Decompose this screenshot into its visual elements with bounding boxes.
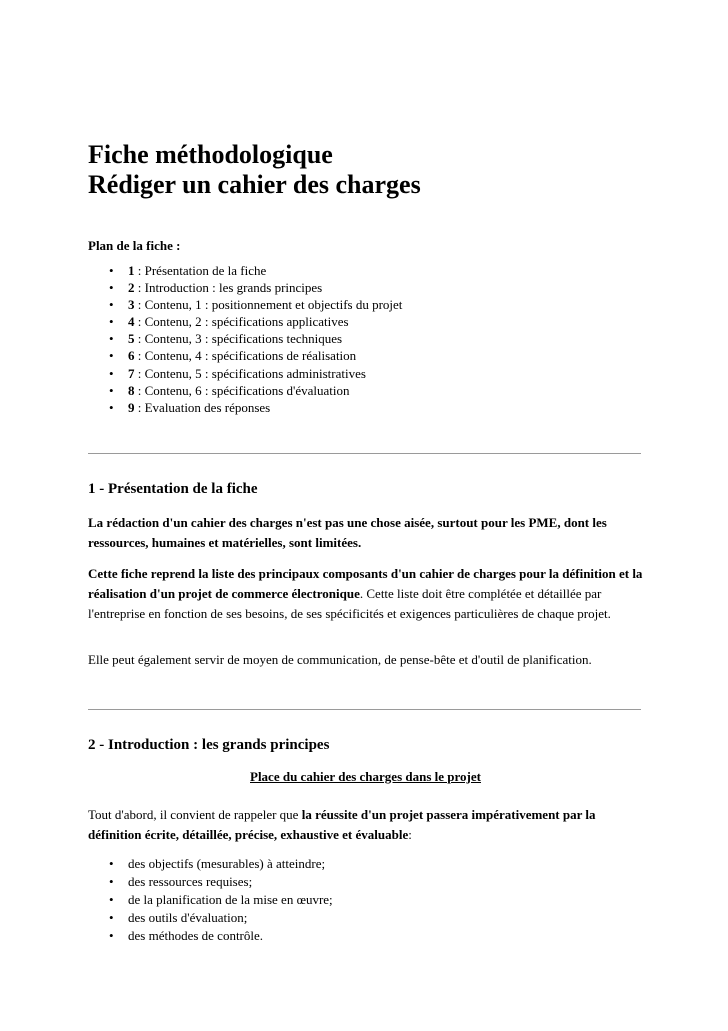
- list-item: • de la planification de la mise en œuvre;: [88, 891, 333, 909]
- toc-item-number: 2: [128, 280, 135, 296]
- toc-item-number: 7: [128, 365, 135, 381]
- toc-item: [88, 262, 402, 279]
- toc-item-label: : Contenu, 6 : spécifications d'évaluation: [134, 382, 350, 398]
- list-item: • des méthodes de contrôle.: [88, 927, 333, 945]
- toc-item: [88, 399, 402, 416]
- toc-item-number: 1: [128, 263, 135, 278]
- section-1-paragraph-2: [88, 564, 643, 624]
- toc-item-label: : Evaluation des réponses: [134, 399, 271, 415]
- plan-label: Plan de la fiche :: [88, 238, 181, 253]
- table-of-contents: [88, 262, 402, 416]
- section-divider: [88, 709, 641, 710]
- section-2-heading: 2 - Introduction : les grands principes: [88, 737, 330, 753]
- toc-item-label: : Contenu, 3 : spécifications techniques: [134, 331, 343, 347]
- toc-item-label: : Contenu, 4 : spécifications de réalisation: [134, 348, 357, 364]
- section-1-paragraph-3: Elle peut également servir de moyen de communication, de pense-bête et d'outil de planification.: [88, 652, 592, 667]
- toc-item: [88, 313, 402, 330]
- toc-item: [88, 365, 402, 382]
- toc-item-number: 4: [128, 314, 135, 330]
- list-item: • des ressources requises;: [88, 873, 333, 891]
- toc-item: [88, 296, 402, 313]
- toc-item-number: 3: [128, 297, 135, 313]
- section-1-heading: 1 - Présentation de la fiche: [88, 481, 258, 497]
- section-2-intro-start: Tout d'abord, il convient de rappeler que: [88, 807, 302, 822]
- section-1-paragraph-1: La rédaction d'un cahier des charges n'est pas une chose aisée, surtout pour les PME, dont les ressources, humaines et matérielles, sont limitées.: [88, 515, 607, 550]
- title-line-1: Fiche méthodologique: [88, 140, 333, 169]
- section-1-paragraph-2-bold: Cette fiche reprend la liste des principaux composants d'un cahier de charges pour la définition et la réalisation d'un projet de commerce électronique: [88, 566, 643, 601]
- toc-item-number: 6: [128, 348, 135, 364]
- toc-item-label: : Contenu, 2 : spécifications applicatives: [134, 314, 349, 330]
- toc-item: [88, 347, 402, 364]
- section-divider: [88, 453, 641, 454]
- toc-item-number: 9: [128, 399, 135, 415]
- section-2-intro-bold: la réussite d'un projet passera impérativement par la définition écrite, détaillée, précise, exhaustive et évaluable: [88, 807, 596, 842]
- section-1-paragraph-2-rest: . Cette liste doit être complétée et détaillée par l'entreprise en fonction de ses besoins, de ses spécificités et exigences particulières de chaque projet.: [88, 586, 611, 621]
- section-2-intro: [88, 805, 643, 845]
- title-line-2: Rédiger un cahier des charges: [88, 170, 421, 199]
- toc-item: [88, 279, 402, 296]
- toc-item-label: : Introduction : les grands principes: [134, 280, 323, 296]
- section-2-subtitle: Place du cahier des charges dans le projet: [250, 769, 481, 784]
- list-item: • des objectifs (mesurables) à atteindre;: [88, 855, 333, 873]
- toc-item-number: 5: [128, 331, 135, 347]
- document-title: [88, 140, 421, 200]
- toc-item-label: : Contenu, 1 : positionnement et objectifs du projet: [134, 297, 403, 313]
- list-item: • des outils d'évaluation;: [88, 909, 333, 927]
- toc-item-number: 8: [128, 382, 135, 398]
- toc-item-label: : Contenu, 5 : spécifications administratives: [134, 365, 366, 381]
- section-2-bullet-list: [88, 855, 333, 945]
- toc-item: [88, 330, 402, 347]
- section-2-intro-end: :: [408, 827, 412, 842]
- toc-item-label: : Présentation de la fiche: [134, 263, 267, 278]
- toc-item: [88, 382, 402, 399]
